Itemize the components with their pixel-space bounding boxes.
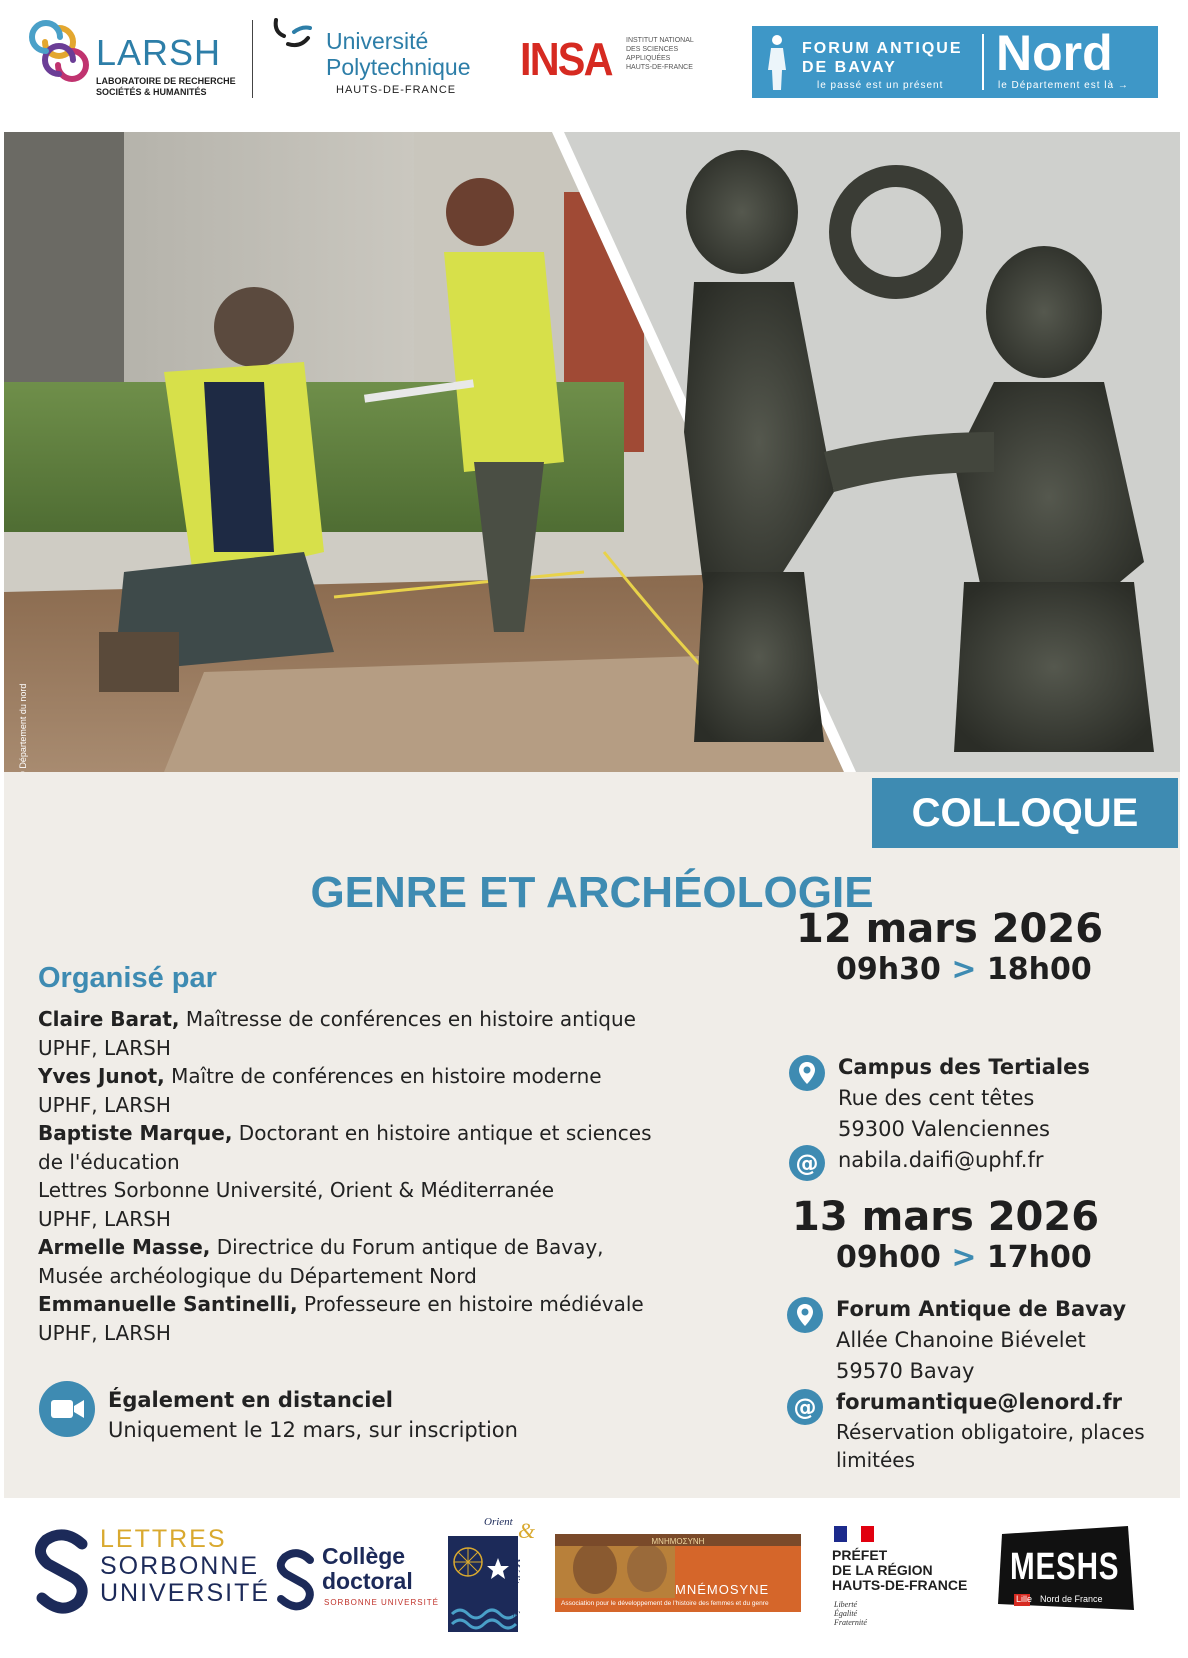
organizer-role: Doctorant en histoire antique et sciences — [232, 1121, 652, 1145]
time-arrow-icon: > — [951, 952, 977, 987]
organizer-role: Directrice du Forum antique de Bavay, — [210, 1235, 604, 1259]
organizer-item — [38, 1005, 678, 1034]
college-line1: Collège — [322, 1543, 406, 1569]
session2-street: Allée Chanoine Biévelet — [836, 1328, 1086, 1352]
larsh-rings-icon — [28, 20, 90, 82]
header-divider — [252, 20, 253, 98]
lettres-sorbonne-logo — [100, 1526, 270, 1607]
event-title: GENRE ET ARCHÉOLOGIE — [310, 868, 874, 917]
reservation-note — [836, 1418, 1166, 1474]
prefet-motto3: Fraternité — [834, 1618, 867, 1627]
organizer-affiliation: UPHF, LARSH — [38, 1092, 171, 1117]
statue-icon — [762, 30, 792, 94]
organizer-role: Professeure en histoire médiévale — [297, 1292, 644, 1316]
svg-text:@: @ — [793, 1395, 817, 1421]
nord-tagline: le Département est là → — [998, 80, 1129, 91]
lettres-sorbonne-line2: SORBONNE — [100, 1552, 260, 1580]
reservation-note-line1: Réservation obligatoire, places — [836, 1420, 1145, 1444]
video-camera-icon — [38, 1380, 96, 1438]
larsh-name: LARSH — [96, 32, 222, 73]
email-at-icon — [786, 1388, 824, 1426]
organizer-name: Armelle Masse, — [38, 1235, 211, 1259]
email-at-icon — [788, 1144, 826, 1182]
prefet-line3: HAUTS-DE-FRANCE — [832, 1577, 968, 1593]
location-pin-icon — [788, 1054, 826, 1092]
organizer-affiliation: UPHF, LARSH — [38, 1320, 171, 1345]
insa-sub-line1: INSTITUT NATIONAL — [626, 37, 694, 44]
larsh-subtitle-line2: SOCIÉTÉS & HUMANITÉS — [96, 87, 207, 97]
meshs-tag-lille: Lille — [1016, 1594, 1033, 1604]
organizer-affiliation: UPHF, LARSH — [38, 1206, 171, 1231]
uphf-line2: Polytechnique — [326, 54, 471, 80]
marianne-flag-icon — [834, 1526, 874, 1542]
session2-venue — [836, 1294, 1126, 1387]
orient-ampersand: & — [518, 1518, 536, 1543]
insa-sub-line3: APPLIQUÉES — [626, 55, 671, 62]
prefet-line1: PRÉFET — [832, 1547, 888, 1563]
organizer-item — [38, 1119, 678, 1148]
prefet-motto — [834, 1600, 867, 1627]
session1-street: Rue des cent têtes — [838, 1086, 1035, 1110]
organizer-name: Yves Junot, — [38, 1064, 165, 1088]
session2-time — [836, 1240, 1092, 1275]
forum-line2: DE BAVAY — [802, 59, 897, 76]
hero-photo — [4, 132, 1180, 772]
event-type-badge: COLLOQUE — [872, 778, 1178, 848]
larsh-logo — [28, 20, 248, 100]
organizer-name: Claire Barat, — [38, 1007, 180, 1031]
mnemosyne-name: MNÉMOSYNE — [675, 1582, 770, 1597]
college-doctoral-logo — [322, 1544, 413, 1594]
remote-heading: Également en distanciel — [108, 1388, 393, 1412]
organizers-heading: Organisé par — [38, 962, 217, 994]
lettres-sorbonne-line1: LETTRES — [100, 1525, 227, 1553]
session2-start: 09h00 — [836, 1240, 941, 1275]
forum-divider — [982, 34, 984, 90]
organizer-role: Maîtresse de conférences en histoire antique — [179, 1007, 636, 1031]
session2-end: 17h00 — [986, 1240, 1092, 1275]
prefet-logo — [832, 1548, 967, 1593]
mnemosyne-subtitle: Association pour le développement de l'histoire des femmes et du genre — [561, 1600, 769, 1607]
session1-end: 18h00 — [986, 952, 1092, 987]
uphf-line3: HAUTS-DE-FRANCE — [336, 84, 457, 96]
meshs-name: MESHS — [1010, 1546, 1120, 1588]
lettres-sorbonne-emblem-icon — [34, 1524, 90, 1616]
session1-email[interactable]: nabila.daifi@uphf.fr — [838, 1148, 1044, 1172]
location-pin-icon — [786, 1296, 824, 1334]
forum-tagline: le passé est un présent — [817, 80, 944, 91]
session1-time — [836, 952, 1092, 987]
organizer-affiliation: Lettres Sorbonne Université, Orient & Méditerranée — [38, 1178, 555, 1202]
uphf-mark-icon — [272, 18, 316, 58]
insa-sub-line2: DES SCIENCES — [626, 46, 679, 53]
larsh-subtitle-line1: LABORATOIRE DE RECHERCHE — [96, 76, 236, 86]
orient-label: Orient — [484, 1516, 513, 1528]
hero-illustration — [4, 132, 1180, 772]
prefet-line2: DE LA RÉGION — [832, 1562, 933, 1578]
insa-sub-line4: HAUTS-DE-FRANCE — [626, 64, 693, 71]
lettres-sorbonne-line3: UNIVERSITÉ — [100, 1579, 271, 1607]
college-doctoral-emblem-icon — [276, 1546, 316, 1612]
college-subtitle: SORBONNE UNIVERSITÉ — [324, 1598, 440, 1607]
uphf-line1: Université — [326, 28, 429, 54]
session1-venue-name: Campus des Tertiales — [838, 1055, 1090, 1079]
session2-email[interactable]: forumantique@lenord.fr — [836, 1390, 1123, 1414]
insa-subtitle — [626, 36, 716, 72]
uphf-logo — [272, 18, 502, 102]
organizer-role-continued: de l'éducation — [38, 1149, 180, 1174]
meshs-tag-region: Nord de France — [1040, 1594, 1103, 1604]
session1-city: 59300 Valenciennes — [838, 1117, 1050, 1141]
mnemosyne-logo — [555, 1534, 801, 1612]
session1-date: 12 mars 2026 — [796, 906, 1104, 952]
prefet-motto2: Égalité — [834, 1609, 858, 1618]
organizer-name: Baptiste Marque, — [38, 1121, 233, 1145]
header-logos — [0, 0, 1188, 130]
insa-name: INSA — [520, 33, 612, 85]
prefet-motto1: Liberté — [834, 1600, 858, 1609]
organizer-item — [38, 1062, 678, 1091]
footer-partner-logos — [0, 1500, 1188, 1658]
session2-city: 59570 Bavay — [836, 1359, 975, 1383]
organizer-name: Emmanuelle Santinelli, — [38, 1292, 298, 1316]
reservation-note-line2: limitées — [836, 1448, 916, 1472]
remote-text: Uniquement le 12 mars, sur inscription — [108, 1418, 518, 1442]
organizers-list — [38, 1005, 678, 1347]
organizer-item — [38, 1233, 678, 1262]
forum-line1: FORUM ANTIQUE — [802, 40, 963, 57]
session2-venue-name: Forum Antique de Bavay — [836, 1297, 1127, 1321]
svg-text:@: @ — [795, 1151, 819, 1177]
larsh-subtitle — [96, 76, 246, 98]
mediterranee-label: Méditerranée — [510, 1558, 522, 1618]
organizer-affiliation: Musée archéologique du Département Nord — [38, 1263, 477, 1288]
session1-start: 09h30 — [836, 952, 941, 987]
nord-name: Nord — [996, 25, 1113, 81]
mnemosyne-banner: MNHMOΣYNH — [651, 1537, 705, 1546]
session1-venue — [838, 1052, 1090, 1145]
session2-date: 13 mars 2026 — [792, 1194, 1100, 1240]
forum-nord-logo — [752, 26, 1158, 98]
college-line2: doctoral — [322, 1568, 413, 1594]
organizer-item — [38, 1290, 678, 1319]
organizer-affiliation: UPHF, LARSH — [38, 1035, 171, 1060]
time-arrow-icon: > — [951, 1240, 977, 1275]
organizer-role: Maître de conférences en histoire moderne — [164, 1064, 602, 1088]
